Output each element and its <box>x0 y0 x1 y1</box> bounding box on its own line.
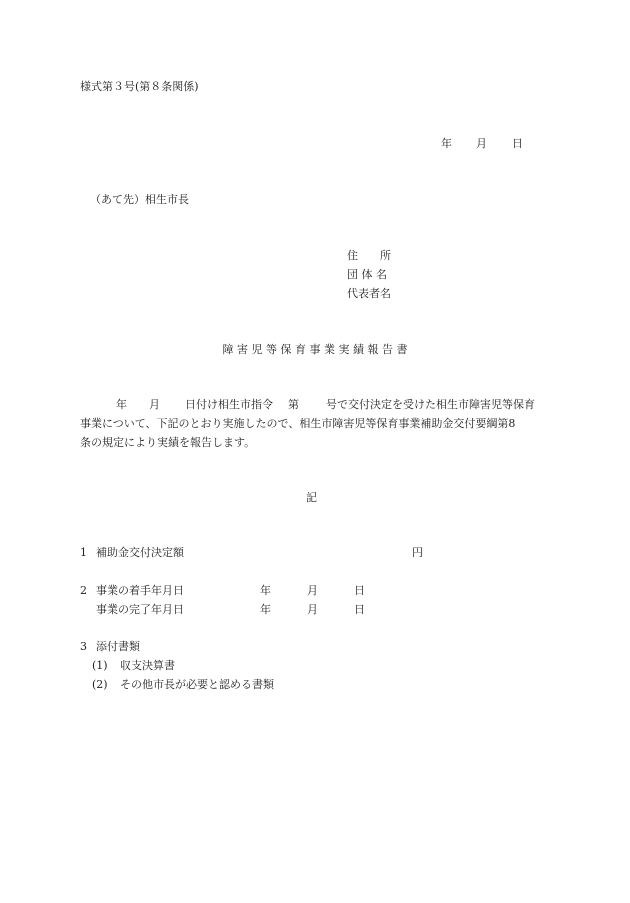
body-text-b: 第 <box>288 398 299 411</box>
item2-end-year: 年 <box>260 603 271 616</box>
applicant-address-label: 住 所 <box>347 249 391 262</box>
item2-start-day: 日 <box>354 584 365 597</box>
body-text-c: 号で交付決定を受けた相生市障害児等保育 <box>326 398 535 411</box>
applicant-representative-label: 代表者名 <box>347 287 391 300</box>
item3-sub2-label: その他市長が必要と認める書類 <box>120 678 274 691</box>
item2-number: 2 <box>80 584 87 597</box>
body-line-3: 条の規定により実績を報告します。 <box>80 436 256 449</box>
item2-end-month: 月 <box>307 603 318 616</box>
applicant-group-name-label: 団 体 名 <box>347 268 387 281</box>
body-month: 月 <box>149 398 160 411</box>
item2-start-year: 年 <box>260 584 271 597</box>
item3-sub1-number: (1) <box>92 659 108 672</box>
item3-number: 3 <box>80 640 87 653</box>
item3-label: 添付書類 <box>96 640 140 653</box>
item2-end-label: 事業の完了年月日 <box>96 603 184 616</box>
item1-unit: 円 <box>412 546 423 559</box>
item3-sub1-label: 収支決算書 <box>120 659 175 672</box>
item3-sub2-number: (2) <box>92 678 108 691</box>
item1-label: 補助金交付決定額 <box>96 546 184 559</box>
recipient: （あて先）相生市長 <box>90 193 189 206</box>
body-line-2: 事業について、下記のとおり実施したので、相生市障害児等保育事業補助金交付要綱第8 <box>80 417 516 430</box>
body-year: 年 <box>116 398 127 411</box>
item2-start-label: 事業の着手年月日 <box>96 584 184 597</box>
item1-number: 1 <box>80 546 87 559</box>
item2-end-day: 日 <box>354 603 365 616</box>
body-text-a: 日付け相生市指令 <box>185 398 273 411</box>
date-month: 月 <box>476 137 487 150</box>
document-title: 障 害 児 等 保 育 事 業 実 績 報 告 書 <box>222 343 408 356</box>
ki-heading: 記 <box>306 491 317 504</box>
item2-start-month: 月 <box>307 584 318 597</box>
date-day: 日 <box>512 137 523 150</box>
date-year: 年 <box>441 137 452 150</box>
form-number: 様式第３号(第８条関係) <box>80 80 199 93</box>
